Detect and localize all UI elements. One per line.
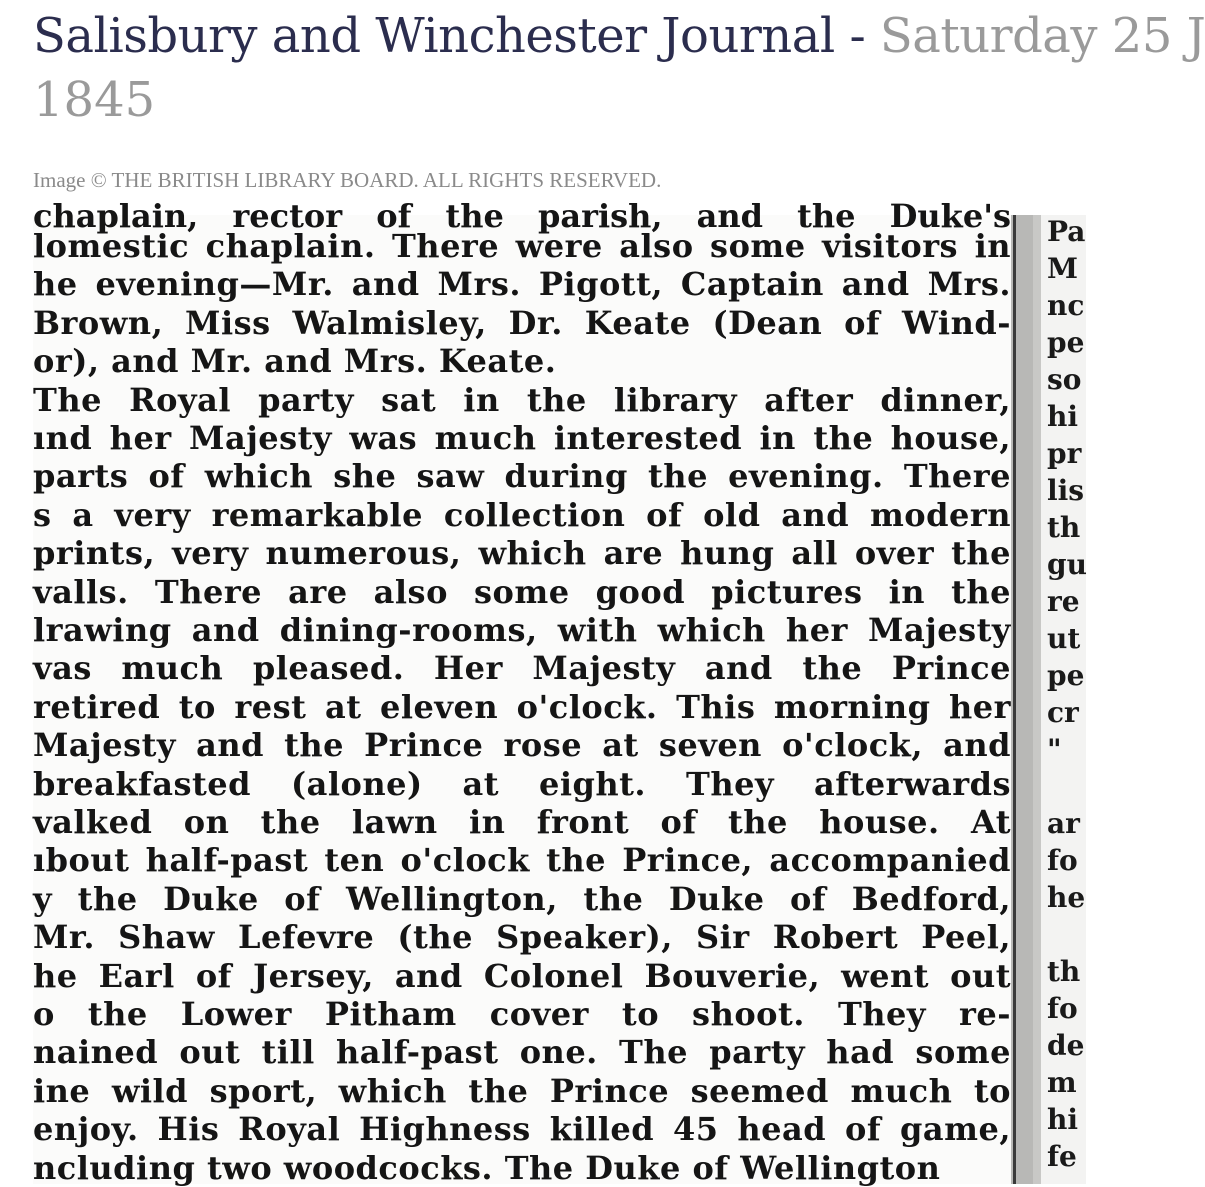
column-rule <box>1013 215 1016 1184</box>
adjacent-fragment: Pa <box>1047 215 1086 248</box>
article-line: lomestic chaplain. There were also some visitors in <box>33 227 1011 265</box>
adjacent-fragment: fo <box>1047 992 1078 1025</box>
article-column <box>33 197 1011 1187</box>
title-line <box>33 8 1205 64</box>
article-line: ınd her Majesty was much interested in the house, <box>33 419 1011 457</box>
adjacent-fragment: ar <box>1047 807 1080 840</box>
adjacent-fragment: fo <box>1047 844 1078 877</box>
article-line: ncluding two woodcocks. The Duke of Wellington <box>33 1148 941 1187</box>
adjacent-fragment: de <box>1047 1029 1085 1062</box>
article-line: Brown, Miss Walmisley, Dr. Keate (Dean of Wind- <box>33 303 1011 342</box>
article-line: Mr. Shaw Lefevre (the Speaker), Sir Robert Peel, <box>33 918 1011 957</box>
issue-date: Saturday 25 J <box>879 8 1205 64</box>
article-line: prints, very numerous, which are hung all over the <box>33 534 1011 573</box>
article-line: valked on the lawn in front of the house. At <box>33 803 1011 841</box>
article-line: parts of which she saw during the evening. There <box>33 457 1011 496</box>
adjacent-fragment: gu <box>1047 548 1087 581</box>
adjacent-fragment: fe <box>1047 1140 1077 1173</box>
adjacent-fragment: th <box>1047 955 1081 988</box>
article-line: breakfasted (alone) at eight. They afterwards <box>33 764 1011 803</box>
adjacent-fragment: ut <box>1047 622 1081 655</box>
adjacent-column <box>1033 215 1086 1184</box>
article-line: ine wild sport, which the Prince seemed much to <box>33 1071 1011 1110</box>
article-line: vas much pleased. Her Majesty and the Prince <box>33 649 1011 688</box>
article-line: The Royal party sat in the library after dinner, <box>33 380 1011 419</box>
article-line: y the Duke of Wellington, the Duke of Bedford, <box>33 879 1011 918</box>
article-line: or), and Mr. and Mrs. Keate. <box>33 342 557 381</box>
article-line: retired to rest at eleven o'clock. This morning her <box>33 687 1011 726</box>
adjacent-fragment: th <box>1047 511 1081 544</box>
adjacent-column-shade <box>1033 215 1041 1184</box>
issue-year: 1845 <box>33 72 156 128</box>
adjacent-fragment: he <box>1047 881 1086 914</box>
article-line: enjoy. His Royal Highness killed 45 head of game, <box>33 1110 1011 1149</box>
adjacent-fragment: pe <box>1047 326 1085 359</box>
article-line: o the Lower Pitham cover to shoot. They re- <box>33 995 1011 1033</box>
page-header <box>33 0 1205 215</box>
article-line: Majesty and the Prince rose at seven o'clock, and <box>33 726 1011 765</box>
adjacent-fragment: cr <box>1047 696 1079 729</box>
adjacent-fragment: re <box>1047 585 1080 618</box>
article-line: he evening—Mr. and Mrs. Pigott, Captain and Mrs. <box>33 265 1011 304</box>
adjacent-fragment: " <box>1047 733 1062 766</box>
adjacent-fragment: hi <box>1047 1103 1078 1136</box>
adjacent-fragment: so <box>1047 363 1082 396</box>
adjacent-fragment: M <box>1047 252 1078 285</box>
adjacent-fragment: hi <box>1047 400 1078 433</box>
title-separator: - <box>834 8 880 64</box>
article-line: valls. There are also some good pictures in the <box>33 572 1011 611</box>
article-line: nained out till half-past one. The party had some <box>33 1033 1011 1072</box>
newspaper-scan-image <box>33 197 1087 1187</box>
cut-off-line: chaplain, rector of the parish, and the Duke's <box>33 197 1011 235</box>
adjacent-fragment: pr <box>1047 437 1082 470</box>
article-line: lrawing and dining-rooms, with which her Majesty <box>33 611 1011 649</box>
adjacent-fragment: lis <box>1047 474 1085 507</box>
adjacent-fragment: nc <box>1047 289 1085 322</box>
article-line: ıbout half-past ten o'clock the Prince, accompanied <box>33 841 1011 880</box>
copyright-notice: Image © THE BRITISH LIBRARY BOARD. ALL RIGHTS RESERVED. <box>33 168 662 192</box>
adjacent-fragment: m <box>1047 1066 1077 1099</box>
article-line: he Earl of Jersey, and Colonel Bouverie, went out <box>33 956 1011 995</box>
article-line: s a very remarkable collection of old and modern <box>33 495 1011 534</box>
newspaper-title[interactable]: Salisbury and Winchester Journal <box>33 8 835 64</box>
adjacent-fragment: pe <box>1047 659 1085 692</box>
